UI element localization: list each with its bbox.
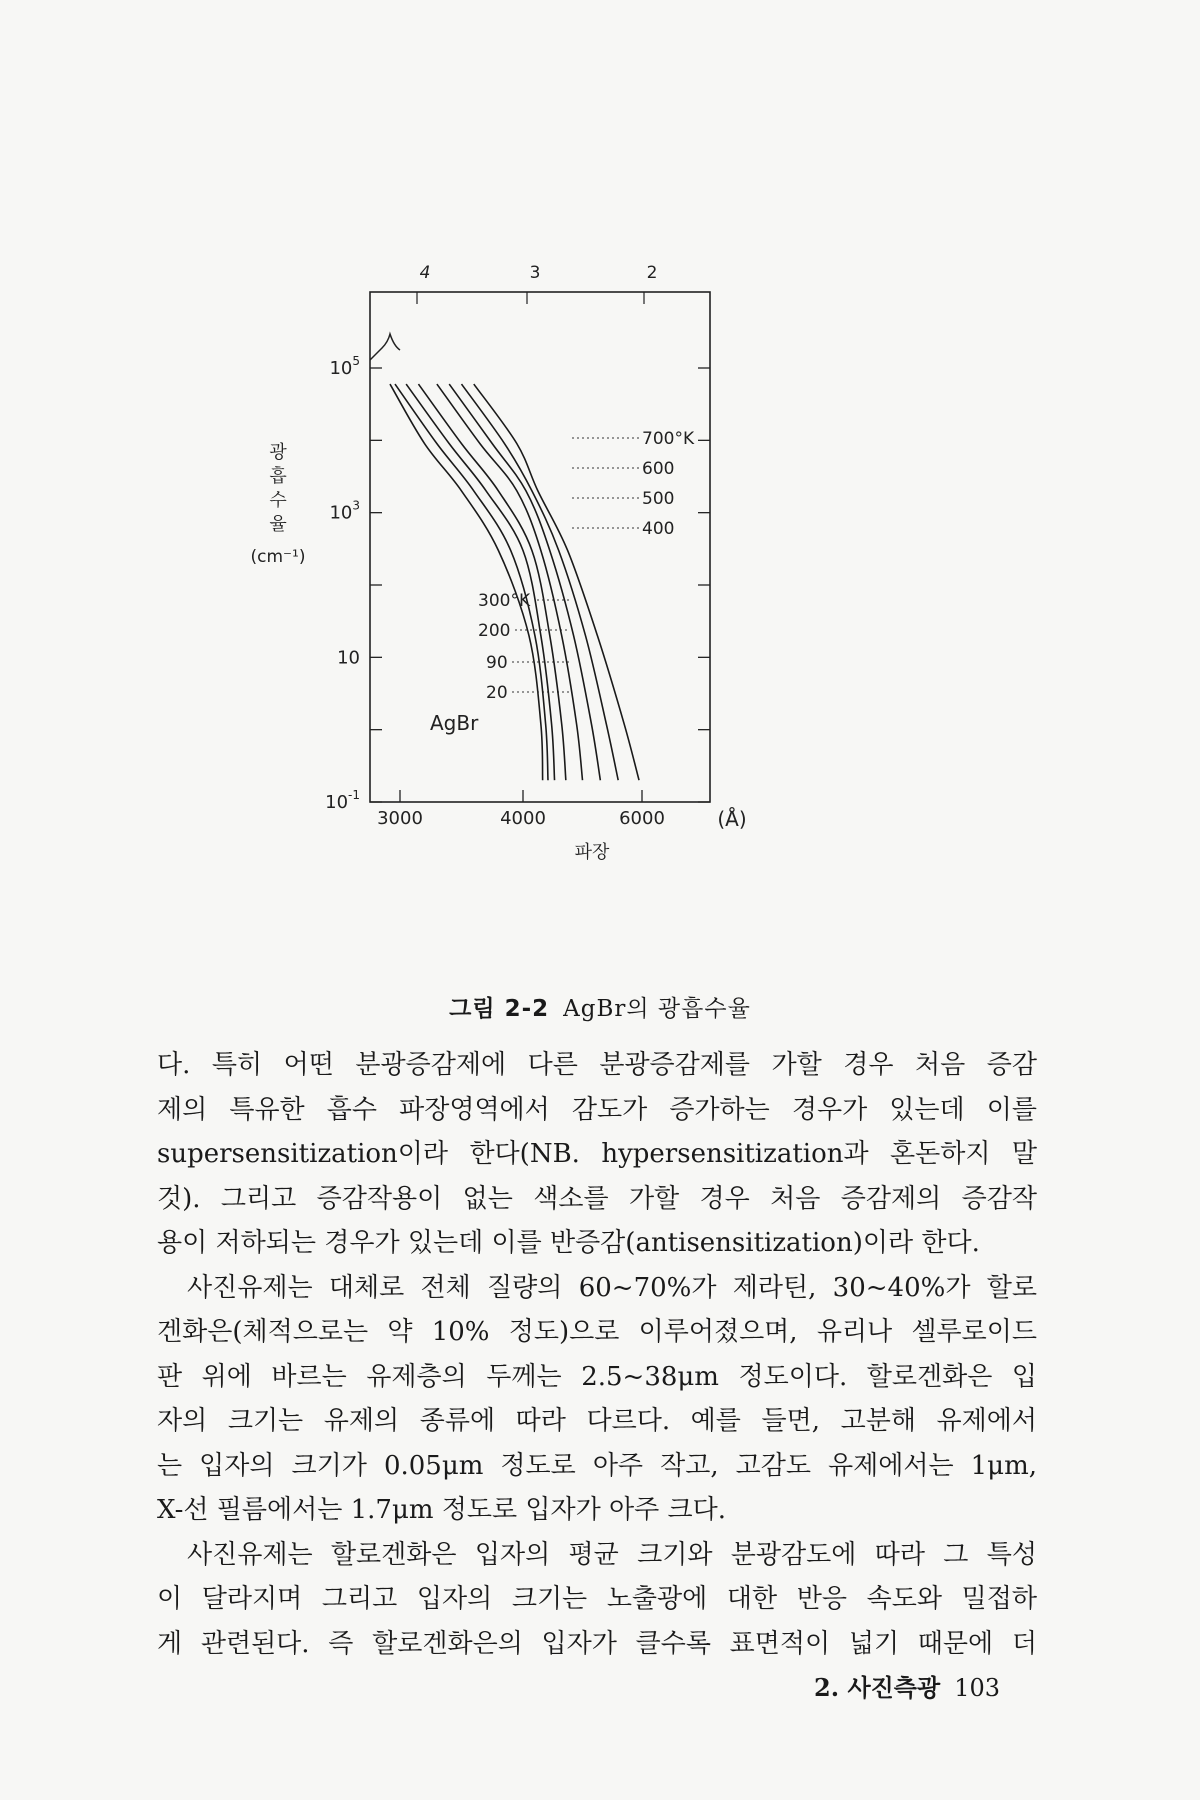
text-line: 겐화은(체적으로는 약 10% 정도)으로 이루어졌으며, 유리나 셀루로이드 <box>157 1317 1037 1347</box>
figure-title: AgBr의 광흡수율 <box>563 996 751 1022</box>
figure-number: 그림 2-2 <box>449 996 550 1022</box>
series-label: 200 <box>478 621 511 641</box>
x-tick-label: 6000 <box>619 808 665 829</box>
text-line: 는 입자의 크기가 0.05μm 정도로 아주 작고, 고감도 유제에서는 1μm, <box>157 1450 1037 1481</box>
absorption-figure <box>250 263 840 990</box>
top-label: 3 <box>529 263 541 283</box>
body-text <box>157 1043 1037 1666</box>
absorption-peak <box>370 334 400 360</box>
text-line: X-선 필름에서는 1.7μm 정도로 입자가 아주 크다. <box>157 1495 726 1525</box>
series-label: 600 <box>642 459 675 479</box>
text-line: 사진유제는 할로겐화은 입자의 평균 크기와 분광감도에 따라 그 특성 <box>187 1539 1037 1570</box>
figure-caption <box>0 990 1200 1023</box>
text-line: 것). 그리고 증감작용이 없는 색소를 가할 경우 처음 증감제의 증감작 <box>157 1183 1037 1214</box>
y-axis-unit: (cm⁻¹) <box>250 547 306 567</box>
series-label: 300°K <box>478 591 531 611</box>
top-label: 2 <box>646 263 658 283</box>
y-tick-label: $10^5$ <box>329 354 360 379</box>
text-line: 다. 특히 어떤 분광증감제에 다른 분광증감제를 가할 경우 처음 증감 <box>157 1050 1037 1080</box>
x-tick-label: 3000 <box>377 808 423 829</box>
text-line: 제의 특유한 흡수 파장영역에서 감도가 증가하는 경우가 있는데 이를 <box>157 1094 1037 1125</box>
series-label: 90 <box>486 653 508 673</box>
page-number: 103 <box>954 1674 1000 1702</box>
page-footer <box>800 1668 1000 1703</box>
y-axis-label: 광 흡 수 율 <box>269 442 287 535</box>
series-line <box>474 384 639 780</box>
series-label: 500 <box>642 489 675 509</box>
x-tick-label: 4000 <box>500 808 546 829</box>
text-line: 자의 크기는 유제의 종류에 따라 다르다. 예를 들면, 고분해 유제에서 <box>157 1406 1037 1436</box>
absorption-chart <box>250 263 840 990</box>
x-axis-label: 파장 <box>574 842 610 863</box>
series-label: 400 <box>642 519 675 539</box>
y-tick-label: $10^{-1}$ <box>325 788 360 813</box>
text-line: 판 위에 바르는 유제층의 두께는 2.5~38μm 정도이다. 할로겐화은 입 <box>157 1361 1037 1392</box>
series-label: 700°K <box>642 429 695 449</box>
y-tick-label: $10^3$ <box>329 498 360 524</box>
text-line: 게 관련된다. 즉 할로겐화은의 입자가 클수록 표면적이 넓기 때문에 더 <box>157 1628 1037 1659</box>
text-line: supersensitization이라 한다(NB. hypersensitization과 혼돈하지 말 <box>157 1139 1037 1169</box>
y-tick-label: 10 <box>337 647 360 669</box>
series-label: 20 <box>486 683 508 703</box>
x-unit: (Å) <box>717 807 747 831</box>
material-label: AgBr <box>430 711 479 735</box>
chapter-label: 2. 사진측광 <box>814 1673 941 1702</box>
text-line: 사진유제는 대체로 전체 질량의 60~70%가 제라틴, 30~40%가 할로 <box>187 1272 1037 1303</box>
text-line: 이 달라지며 그리고 입자의 크기는 노출광에 대한 반응 속도와 밀접하 <box>157 1584 1037 1614</box>
top-label: 4 <box>419 263 431 283</box>
text-line: 용이 저하되는 경우가 있는데 이를 반증감(antisensitization)이라 한다. <box>157 1228 980 1258</box>
